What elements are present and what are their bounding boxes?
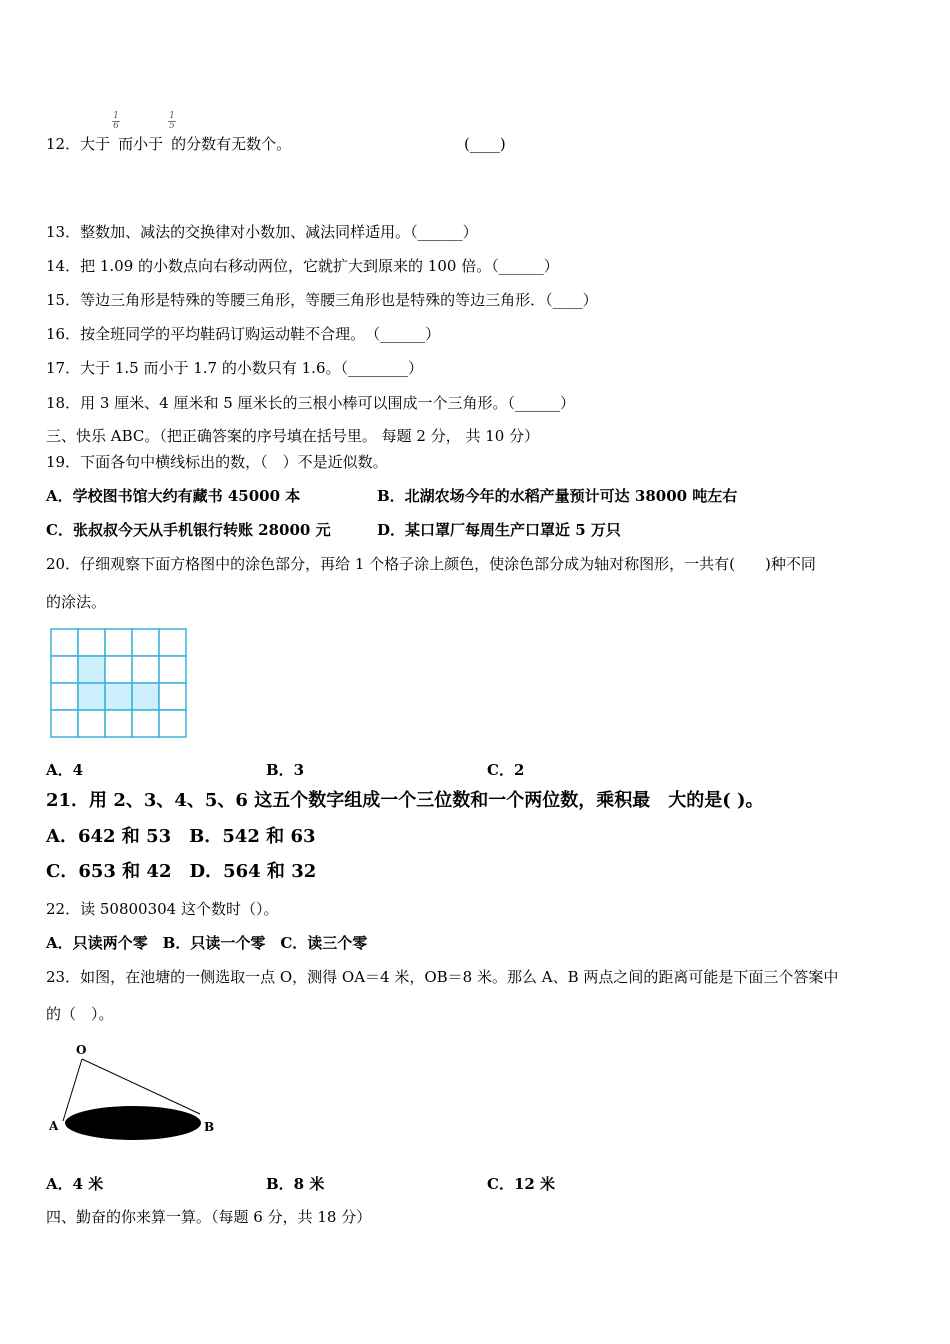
q12-text: 12．大于 <box>46 135 111 153</box>
question-21: 21．用 2、3、4、5、6 这五个数字组成一个三位数和一个两位数，乘积最 大的是( )。 <box>46 790 764 811</box>
grid-cell <box>78 629 105 656</box>
question-23-cont: 的（ ）。 <box>46 1005 114 1023</box>
q12-text: 而小于 <box>118 135 164 153</box>
question-13: 13．整数加、减法的交换律对小数加、减法同样适用。（______） <box>46 223 478 241</box>
label-b: B <box>204 1120 215 1134</box>
line-oa <box>63 1059 82 1121</box>
grid-cell <box>105 710 132 737</box>
grid-cell <box>132 629 159 656</box>
question-22: 22．读 50800304 这个数时（）。 <box>46 900 279 918</box>
grid-cell <box>159 683 186 710</box>
grid-cell <box>159 710 186 737</box>
q20-option-c[interactable]: C．2 <box>487 761 525 779</box>
question-18: 18．用 3 厘米、4 厘米和 5 厘米长的三根小棒可以围成一个三角形。（______） <box>46 394 576 412</box>
shaded-grid-figure <box>50 628 188 738</box>
grid-cell <box>132 710 159 737</box>
q21-options-cd[interactable]: C．653 和 42 D．564 和 32 <box>46 861 317 882</box>
grid-cell <box>51 629 78 656</box>
grid-cell <box>105 656 132 683</box>
line-ob <box>82 1059 200 1114</box>
q19-option-a[interactable]: A．学校图书馆大约有藏书 45000 本 <box>46 487 301 505</box>
q23-option-b[interactable]: B．8 米 <box>266 1175 325 1193</box>
q21-options-ab[interactable]: A．642 和 53 B．542 和 63 <box>46 826 316 847</box>
label-o: O <box>76 1043 87 1057</box>
fraction-one-fifth: $\frac{1}{5}$ <box>169 111 175 131</box>
question-20: 20．仔细观察下面方格图中的涂色部分，再给 1 个格子涂上颜色，使涂色部分成为轴对称图形，一共有( )种不同 <box>46 555 816 573</box>
q19-option-d[interactable]: D．某口罩厂每周生产口罩近 5 万只 <box>377 521 621 539</box>
grid-cell <box>132 656 159 683</box>
grid-cell <box>51 656 78 683</box>
question-20-cont: 的涂法。 <box>46 593 107 611</box>
grid-cell <box>51 710 78 737</box>
grid-cell-shaded <box>105 683 132 710</box>
grid-cell-shaded <box>78 683 105 710</box>
question-14: 14．把 1.09 的小数点向右移动两位，它就扩大到原来的 100 倍。（______） <box>46 257 559 275</box>
q19-option-b[interactable]: B．北湖农场今年的水稻产量预计可达 38000 吨左右 <box>377 487 738 505</box>
grid-cell <box>51 683 78 710</box>
q23-option-a[interactable]: A．4 米 <box>46 1175 104 1193</box>
fraction-one-sixth: $\frac{1}{6}$ <box>113 111 119 131</box>
question-15: 15．等边三角形是特殊的等腰三角形，等腰三角形也是特殊的等边三角形．（____） <box>46 291 598 309</box>
grid-cell-shaded <box>78 656 105 683</box>
pond-triangle-figure <box>40 1035 230 1150</box>
question-12 <box>46 134 506 154</box>
section-3-heading: 三、快乐 ABC。（把正确答案的序号填在括号里。 每题 2 分， 共 10 分） <box>46 427 540 445</box>
q19-option-c[interactable]: C．张叔叔今天从手机银行转账 28000 元 <box>46 521 331 539</box>
q22-options[interactable]: A．只读两个零 B．只读一个零 C．读三个零 <box>46 934 368 952</box>
q12-text: 的分数有无数个。 <box>171 135 292 153</box>
question-16: 16．按全班同学的平均鞋码订购运动鞋不合理。 （______） <box>46 325 441 343</box>
q23-option-c[interactable]: C．12 米 <box>487 1175 556 1193</box>
question-23: 23．如图，在池塘的一侧选取一点 O，测得 OA＝4 米，OB＝8 米。那么 A、B 两点之间的距离可能是下面三个答案中 <box>46 968 839 986</box>
grid-cell-shaded <box>132 683 159 710</box>
q20-option-b[interactable]: B．3 <box>266 761 305 779</box>
question-17: 17．大于 1.5 而小于 1.7 的小数只有 1.6。（________） <box>46 359 423 377</box>
label-a: A <box>49 1119 59 1133</box>
grid-cell <box>78 710 105 737</box>
grid-cell <box>159 629 186 656</box>
q20-option-a[interactable]: A．4 <box>46 761 84 779</box>
grid-cell <box>105 629 132 656</box>
question-19: 19．下面各句中横线标出的数，（ ）不是近似数。 <box>46 453 388 471</box>
section-4-heading: 四、勤奋的你来算一算。（每题 6 分，共 18 分） <box>46 1208 372 1226</box>
answer-blank[interactable]: (____) <box>464 135 506 153</box>
pond-ellipse <box>65 1106 201 1140</box>
grid-cell <box>159 656 186 683</box>
